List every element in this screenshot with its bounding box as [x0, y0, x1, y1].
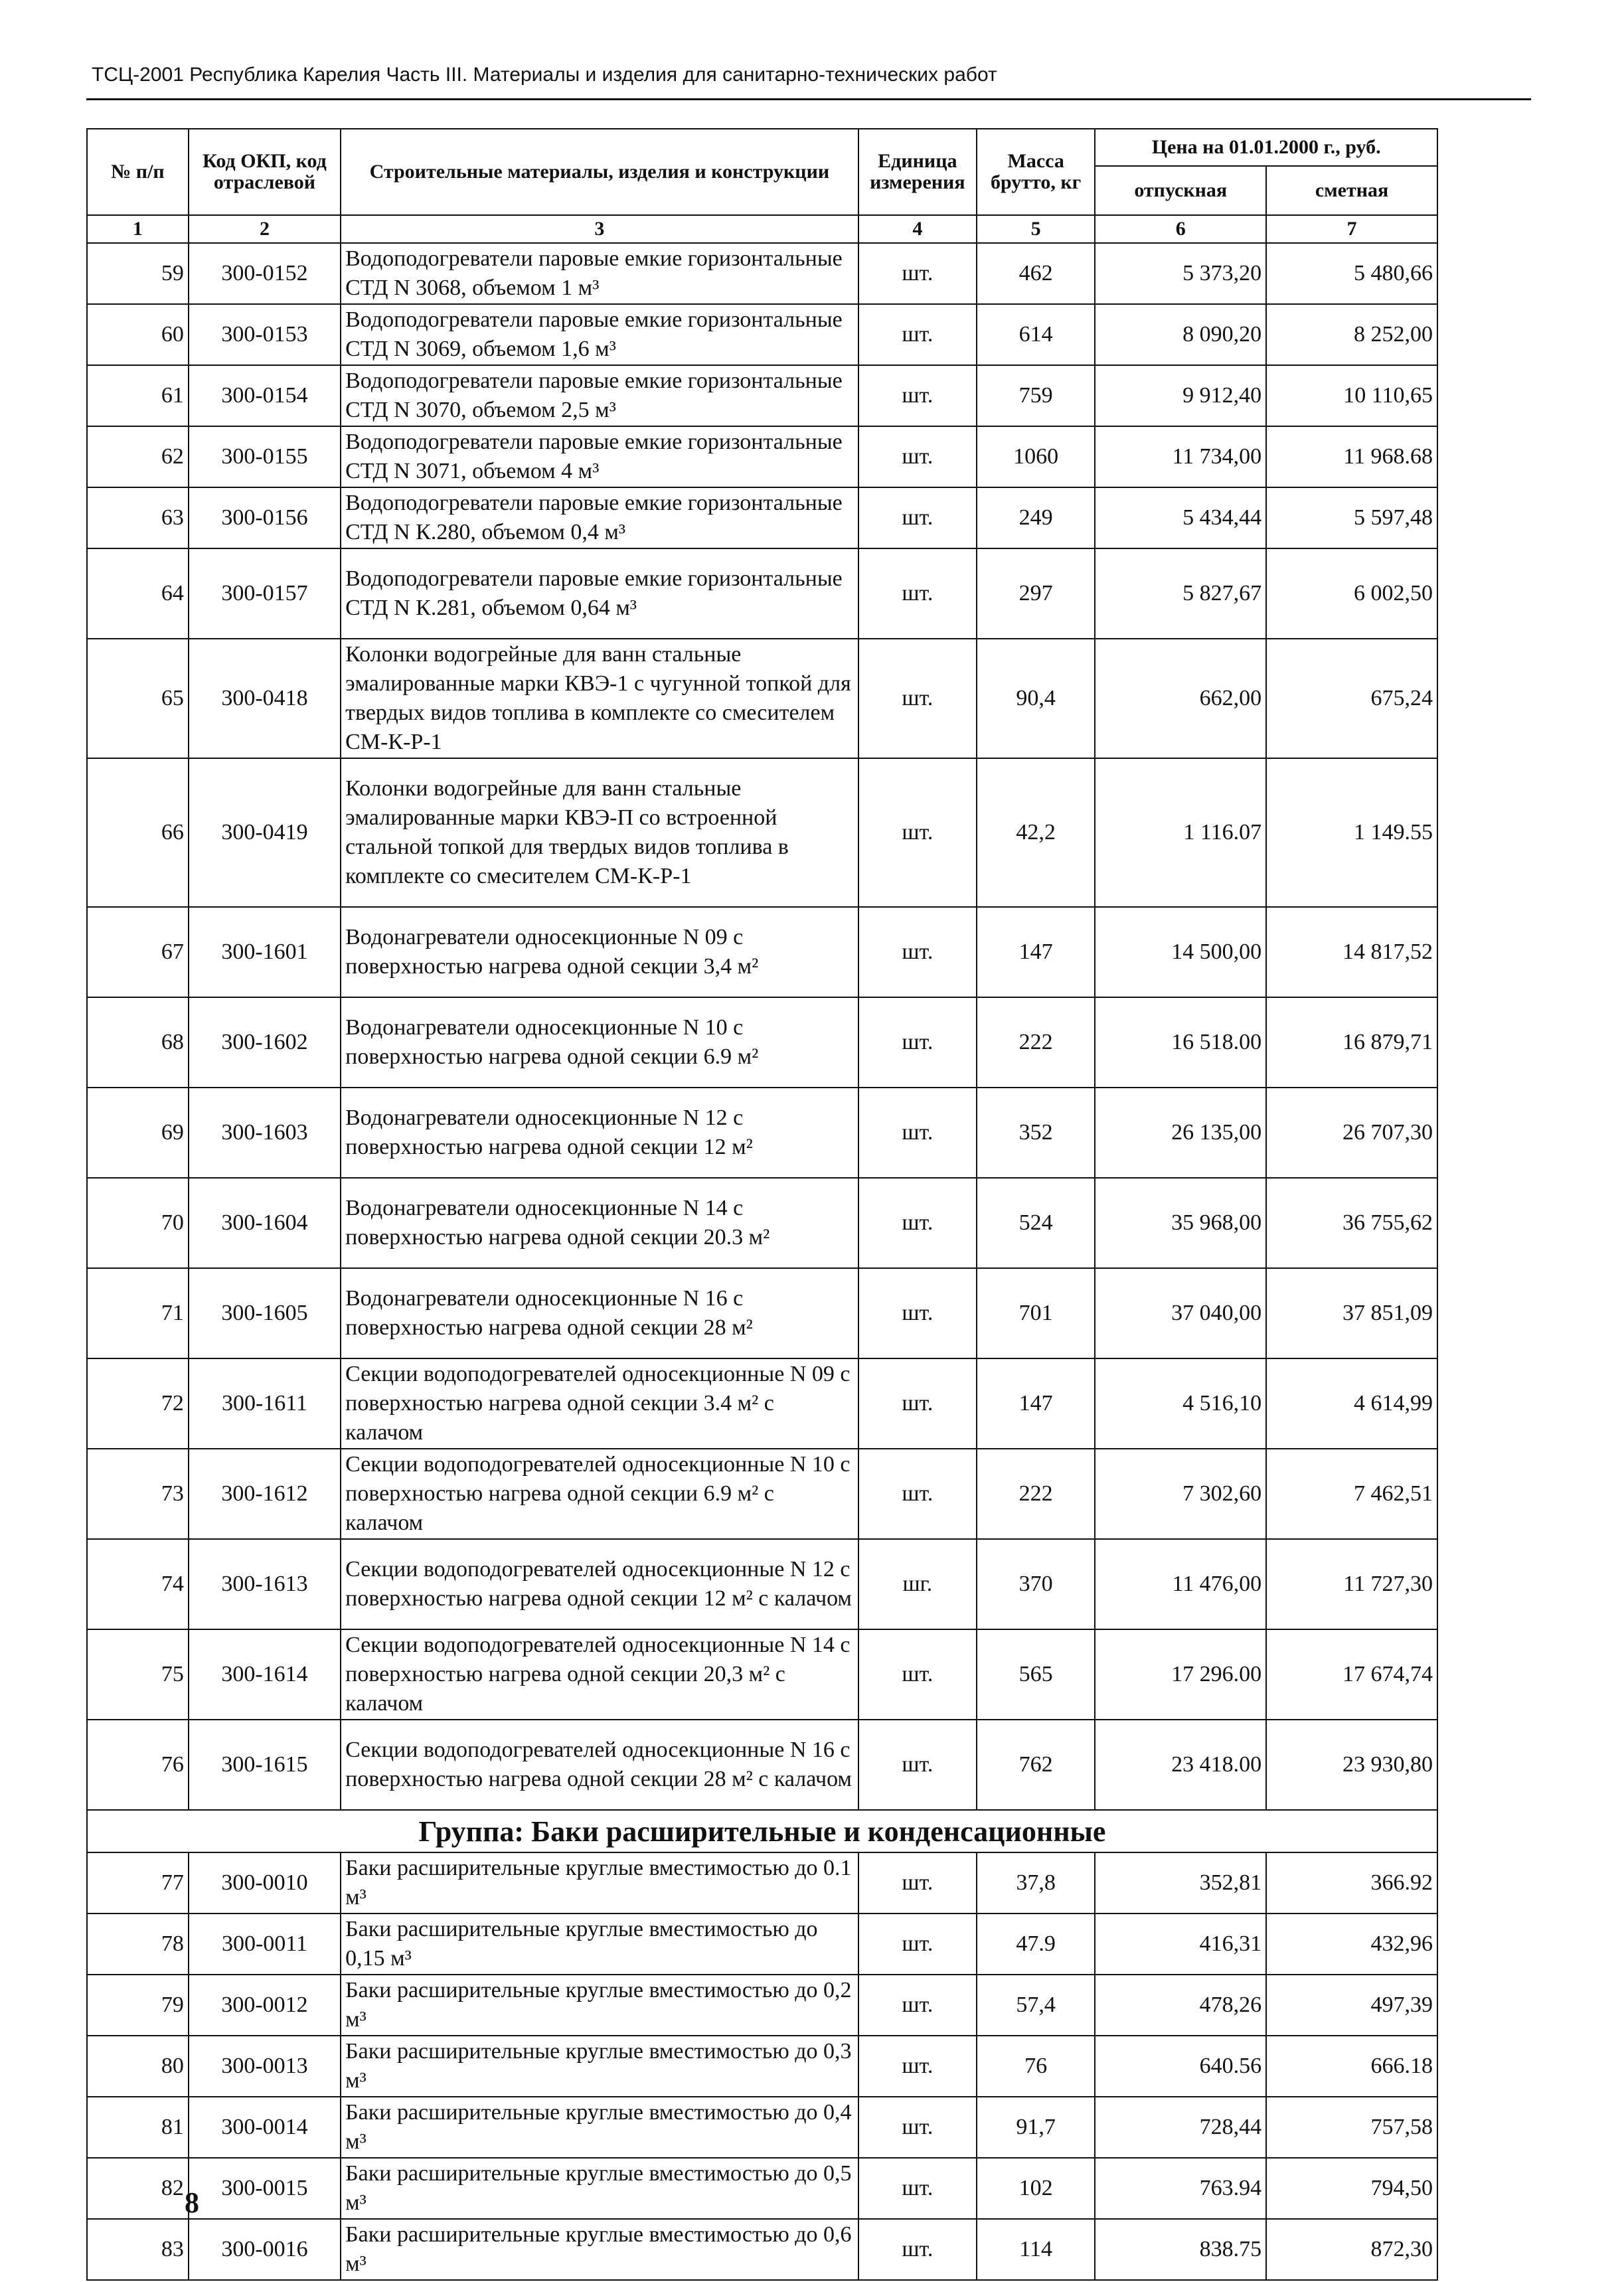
row-unit: шг.: [858, 1539, 977, 1629]
table-row: [87, 907, 1437, 997]
row-okp-code: 300-1614: [189, 1629, 341, 1720]
row-price-estimate: 26 707,30: [1266, 1088, 1437, 1178]
row-description: Водоподогреватели паровые емкие горизонтальные СТД N 3071, объемом 4 м³: [341, 426, 858, 487]
table-row: [87, 997, 1437, 1088]
row-mass: 762: [977, 1720, 1095, 1810]
row-price-estimate: 16 879,71: [1266, 997, 1437, 1088]
row-number: 76: [87, 1720, 189, 1810]
row-number: 73: [87, 1449, 189, 1539]
row-price-estimate: 11 968.68: [1266, 426, 1437, 487]
row-description: Колонки водогрейные для ванн стальные эмалированные марки КВЭ-П со встроенной стальной топкой для твердых видов топлива в комплекте со смесителем СМ-К-Р-1: [341, 758, 858, 907]
row-price-release: 23 418.00: [1095, 1720, 1266, 1810]
col-header-price: Цена на 01.01.2000 г., руб.: [1095, 129, 1437, 166]
row-unit: шт.: [858, 304, 977, 365]
table-row: [87, 1975, 1437, 2036]
row-description: Водонагреватели односекционные N 12 с поверхностью нагрева одной секции 12 м²: [341, 1088, 858, 1178]
row-price-estimate: 17 674,74: [1266, 1629, 1437, 1720]
row-mass: 352: [977, 1088, 1095, 1178]
row-unit: шт.: [858, 426, 977, 487]
row-okp-code: 300-0418: [189, 639, 341, 758]
col-header-no: № п/п: [87, 129, 189, 215]
row-description: Водонагреватели односекционные N 14 с поверхностью нагрева одной секции 20.3 м²: [341, 1178, 858, 1268]
row-mass: 91,7: [977, 2097, 1095, 2158]
row-description: Секции водоподогревателей односекционные N 10 с поверхностью нагрева одной секции 6.9 м² с калачом: [341, 1449, 858, 1539]
row-number: 70: [87, 1178, 189, 1268]
row-mass: 222: [977, 1449, 1095, 1539]
row-number: 72: [87, 1358, 189, 1449]
row-description: Водоподогреватели паровые емкие горизонтальные СТД N 3069, объемом 1,6 м³: [341, 304, 858, 365]
row-price-estimate: 757,58: [1266, 2097, 1437, 2158]
row-price-estimate: 10 110,65: [1266, 365, 1437, 426]
row-description: Секции водоподогревателей односекционные N 16 с поверхностью нагрева одной секции 28 м² с калачом: [341, 1720, 858, 1810]
row-okp-code: 300-0156: [189, 487, 341, 548]
row-description: Баки расширительные круглые вместимостью до 0,2 м³: [341, 1975, 858, 2036]
row-description: Водоподогреватели паровые емкие горизонтальные СТД N К.280, объемом 0,4 м³: [341, 487, 858, 548]
column-number: 4: [858, 215, 977, 243]
header-rule: [86, 98, 1531, 100]
row-price-release: 17 296.00: [1095, 1629, 1266, 1720]
row-number: 71: [87, 1268, 189, 1358]
column-number: 6: [1095, 215, 1266, 243]
row-okp-code: 300-0152: [189, 243, 341, 304]
row-price-release: 5 434,44: [1095, 487, 1266, 548]
row-price-release: 1 116.07: [1095, 758, 1266, 907]
row-mass: 565: [977, 1629, 1095, 1720]
row-number: 61: [87, 365, 189, 426]
table-row: [87, 1358, 1437, 1449]
row-okp-code: 300-0157: [189, 548, 341, 639]
row-price-release: 16 518.00: [1095, 997, 1266, 1088]
row-okp-code: 300-0012: [189, 1975, 341, 2036]
row-okp-code: 300-1603: [189, 1088, 341, 1178]
column-number: 3: [341, 215, 858, 243]
row-mass: 147: [977, 1358, 1095, 1449]
row-mass: 37,8: [977, 1852, 1095, 1914]
row-unit: шт.: [858, 997, 977, 1088]
row-unit: шт.: [858, 2219, 977, 2280]
group-title: Группа: Баки расширительные и конденсационные: [87, 1810, 1437, 1852]
row-unit: шт.: [858, 243, 977, 304]
row-mass: 462: [977, 243, 1095, 304]
col-header-price-release: отпускная: [1095, 166, 1266, 215]
row-unit: шт.: [858, 1358, 977, 1449]
row-price-release: 8 090,20: [1095, 304, 1266, 365]
table-row: [87, 1449, 1437, 1539]
row-unit: шт.: [858, 487, 977, 548]
row-number: 68: [87, 997, 189, 1088]
row-price-release: 478,26: [1095, 1975, 1266, 2036]
row-okp-code: 300-0016: [189, 2219, 341, 2280]
row-description: Секции водоподогревателей односекционные N 09 с поверхностью нагрева одной секции 3.4 м² с калачом: [341, 1358, 858, 1449]
row-mass: 701: [977, 1268, 1095, 1358]
row-okp-code: 300-1604: [189, 1178, 341, 1268]
row-unit: шт.: [858, 1178, 977, 1268]
row-unit: шт.: [858, 2097, 977, 2158]
row-mass: 90,4: [977, 639, 1095, 758]
row-price-estimate: 6 002,50: [1266, 548, 1437, 639]
row-price-release: 9 912,40: [1095, 365, 1266, 426]
column-number: 7: [1266, 215, 1437, 243]
row-mass: 370: [977, 1539, 1095, 1629]
row-mass: 1060: [977, 426, 1095, 487]
table-row: [87, 758, 1437, 907]
row-number: 83: [87, 2219, 189, 2280]
row-unit: шт.: [858, 1268, 977, 1358]
row-price-release: 37 040,00: [1095, 1268, 1266, 1358]
table-row: [87, 639, 1437, 758]
table-row: [87, 2219, 1437, 2280]
col-header-mass: Масса брутто, кг: [977, 129, 1095, 215]
row-price-release: 763.94: [1095, 2158, 1266, 2219]
column-number: 2: [189, 215, 341, 243]
row-price-estimate: 11 727,30: [1266, 1539, 1437, 1629]
row-number: 69: [87, 1088, 189, 1178]
row-description: Водоподогреватели паровые емкие горизонтальные СТД N 3068, объемом 1 м³: [341, 243, 858, 304]
table-row: [87, 548, 1437, 639]
row-number: 63: [87, 487, 189, 548]
row-mass: 614: [977, 304, 1095, 365]
row-price-release: 5 827,67: [1095, 548, 1266, 639]
row-mass: 759: [977, 365, 1095, 426]
row-unit: шт.: [858, 2036, 977, 2097]
row-price-release: 4 516,10: [1095, 1358, 1266, 1449]
row-price-estimate: 5 597,48: [1266, 487, 1437, 548]
row-okp-code: 300-0153: [189, 304, 341, 365]
row-price-estimate: 1 149.55: [1266, 758, 1437, 907]
row-description: Баки расширительные круглые вместимостью до 0.1 м³: [341, 1852, 858, 1914]
row-description: Секции водоподогревателей односекционные N 12 с поверхностью нагрева одной секции 12 м² с калачом: [341, 1539, 858, 1629]
table-row: [87, 487, 1437, 548]
row-price-release: 11 734,00: [1095, 426, 1266, 487]
row-number: 78: [87, 1914, 189, 1975]
page-number: 8: [185, 2186, 199, 2219]
row-okp-code: 300-0013: [189, 2036, 341, 2097]
table-row: [87, 1539, 1437, 1629]
row-mass: 47.9: [977, 1914, 1095, 1975]
row-okp-code: 300-1612: [189, 1449, 341, 1539]
row-price-estimate: 8 252,00: [1266, 304, 1437, 365]
row-price-estimate: 7 462,51: [1266, 1449, 1437, 1539]
row-number: 60: [87, 304, 189, 365]
col-header-unit: Единица измерения: [858, 129, 977, 215]
table-row: [87, 1088, 1437, 1178]
row-okp-code: 300-1602: [189, 997, 341, 1088]
row-number: 82: [87, 2158, 189, 2219]
row-price-release: 352,81: [1095, 1852, 1266, 1914]
row-description: Баки расширительные круглые вместимостью до 0,15 м³: [341, 1914, 858, 1975]
row-mass: 249: [977, 487, 1095, 548]
row-mass: 147: [977, 907, 1095, 997]
row-mass: 114: [977, 2219, 1095, 2280]
row-price-estimate: 5 480,66: [1266, 243, 1437, 304]
row-mass: 57,4: [977, 1975, 1095, 2036]
row-price-release: 26 135,00: [1095, 1088, 1266, 1178]
table-row: [87, 1852, 1437, 1914]
row-okp-code: 300-1601: [189, 907, 341, 997]
price-table: [86, 128, 1438, 2281]
row-number: 65: [87, 639, 189, 758]
row-price-release: 7 302,60: [1095, 1449, 1266, 1539]
row-price-estimate: 23 930,80: [1266, 1720, 1437, 1810]
row-unit: шт.: [858, 1720, 977, 1810]
row-unit: шт.: [858, 1449, 977, 1539]
row-price-estimate: 36 755,62: [1266, 1178, 1437, 1268]
row-number: 80: [87, 2036, 189, 2097]
row-number: 77: [87, 1852, 189, 1914]
row-okp-code: 300-0011: [189, 1914, 341, 1975]
row-price-estimate: 37 851,09: [1266, 1268, 1437, 1358]
row-price-estimate: 872,30: [1266, 2219, 1437, 2280]
row-price-estimate: 14 817,52: [1266, 907, 1437, 997]
row-number: 64: [87, 548, 189, 639]
row-number: 66: [87, 758, 189, 907]
table-row: [87, 304, 1437, 365]
row-mass: 76: [977, 2036, 1095, 2097]
row-unit: шт.: [858, 1629, 977, 1720]
row-description: Баки расширительные круглые вместимостью до 0,3 м³: [341, 2036, 858, 2097]
row-unit: шт.: [858, 1852, 977, 1914]
row-number: 62: [87, 426, 189, 487]
col-header-okp: Код ОКП, код отраслевой: [189, 129, 341, 215]
row-unit: шт.: [858, 1088, 977, 1178]
column-number: 5: [977, 215, 1095, 243]
row-okp-code: 300-1611: [189, 1358, 341, 1449]
row-okp-code: 300-1605: [189, 1268, 341, 1358]
row-description: Водонагреватели односекционные N 10 с поверхностью нагрева одной секции 6.9 м²: [341, 997, 858, 1088]
column-number: 1: [87, 215, 189, 243]
row-mass: 524: [977, 1178, 1095, 1268]
row-okp-code: 300-0154: [189, 365, 341, 426]
row-price-estimate: 432,96: [1266, 1914, 1437, 1975]
table-row: [87, 426, 1437, 487]
row-price-estimate: 666.18: [1266, 2036, 1437, 2097]
table-row: [87, 2158, 1437, 2219]
row-price-release: 14 500,00: [1095, 907, 1266, 997]
row-unit: шт.: [858, 548, 977, 639]
row-unit: шт.: [858, 1975, 977, 2036]
row-description: Водоподогреватели паровые емкие горизонтальные СТД N К.281, объемом 0,64 м³: [341, 548, 858, 639]
table-row: [87, 2097, 1437, 2158]
table-row: [87, 1178, 1437, 1268]
row-description: Водонагреватели односекционные N 09 с поверхностью нагрева одной секции 3,4 м²: [341, 907, 858, 997]
row-description: Баки расширительные круглые вместимостью до 0,6 м³: [341, 2219, 858, 2280]
table-row: [87, 1268, 1437, 1358]
row-number: 59: [87, 243, 189, 304]
row-price-estimate: 366.92: [1266, 1852, 1437, 1914]
table-row: [87, 1720, 1437, 1810]
table-row: [87, 1914, 1437, 1975]
row-number: 67: [87, 907, 189, 997]
row-price-release: 728,44: [1095, 2097, 1266, 2158]
row-mass: 42,2: [977, 758, 1095, 907]
row-mass: 222: [977, 997, 1095, 1088]
row-okp-code: 300-1615: [189, 1720, 341, 1810]
row-okp-code: 300-0155: [189, 426, 341, 487]
table-row: [87, 243, 1437, 304]
row-okp-code: 300-0010: [189, 1852, 341, 1914]
row-mass: 297: [977, 548, 1095, 639]
row-unit: шт.: [858, 639, 977, 758]
row-number: 81: [87, 2097, 189, 2158]
document-header-title: ТСЦ-2001 Республика Карелия Часть III. Материалы и изделия для санитарно-технических работ: [92, 64, 997, 86]
row-number: 75: [87, 1629, 189, 1720]
row-description: Баки расширительные круглые вместимостью до 0,4 м³: [341, 2097, 858, 2158]
row-price-release: 640.56: [1095, 2036, 1266, 2097]
row-description: Водонагреватели односекционные N 16 с поверхностью нагрева одной секции 28 м²: [341, 1268, 858, 1358]
row-price-estimate: 675,24: [1266, 639, 1437, 758]
row-number: 79: [87, 1975, 189, 2036]
row-price-estimate: 4 614,99: [1266, 1358, 1437, 1449]
row-unit: шт.: [858, 1914, 977, 1975]
row-price-release: 838.75: [1095, 2219, 1266, 2280]
row-mass: 102: [977, 2158, 1095, 2219]
table-row: [87, 1629, 1437, 1720]
col-header-material: Строительные материалы, изделия и конструкции: [341, 129, 858, 215]
row-okp-code: 300-0015: [189, 2158, 341, 2219]
row-price-release: 416,31: [1095, 1914, 1266, 1975]
row-price-release: 5 373,20: [1095, 243, 1266, 304]
row-description: Секции водоподогревателей односекционные N 14 с поверхностью нагрева одной секции 20,3 м² с калачом: [341, 1629, 858, 1720]
row-price-estimate: 497,39: [1266, 1975, 1437, 2036]
row-okp-code: 300-1613: [189, 1539, 341, 1629]
row-unit: шт.: [858, 365, 977, 426]
row-number: 74: [87, 1539, 189, 1629]
row-description: Колонки водогрейные для ванн стальные эмалированные марки КВЭ-1 с чугунной топкой для твердых видов топлива в комплекте со смесителем СМ-К-Р-1: [341, 639, 858, 758]
row-price-release: 11 476,00: [1095, 1539, 1266, 1629]
table-row: [87, 365, 1437, 426]
row-unit: шт.: [858, 907, 977, 997]
col-header-price-estimate: сметная: [1266, 166, 1437, 215]
row-price-release: 35 968,00: [1095, 1178, 1266, 1268]
row-okp-code: 300-0014: [189, 2097, 341, 2158]
row-description: Водоподогреватели паровые емкие горизонтальные СТД N 3070, объемом 2,5 м³: [341, 365, 858, 426]
row-okp-code: 300-0419: [189, 758, 341, 907]
table-row: [87, 2036, 1437, 2097]
row-unit: шт.: [858, 2158, 977, 2219]
row-description: Баки расширительные круглые вместимостью до 0,5 м³: [341, 2158, 858, 2219]
row-price-release: 662,00: [1095, 639, 1266, 758]
row-price-estimate: 794,50: [1266, 2158, 1437, 2219]
row-unit: шт.: [858, 758, 977, 907]
